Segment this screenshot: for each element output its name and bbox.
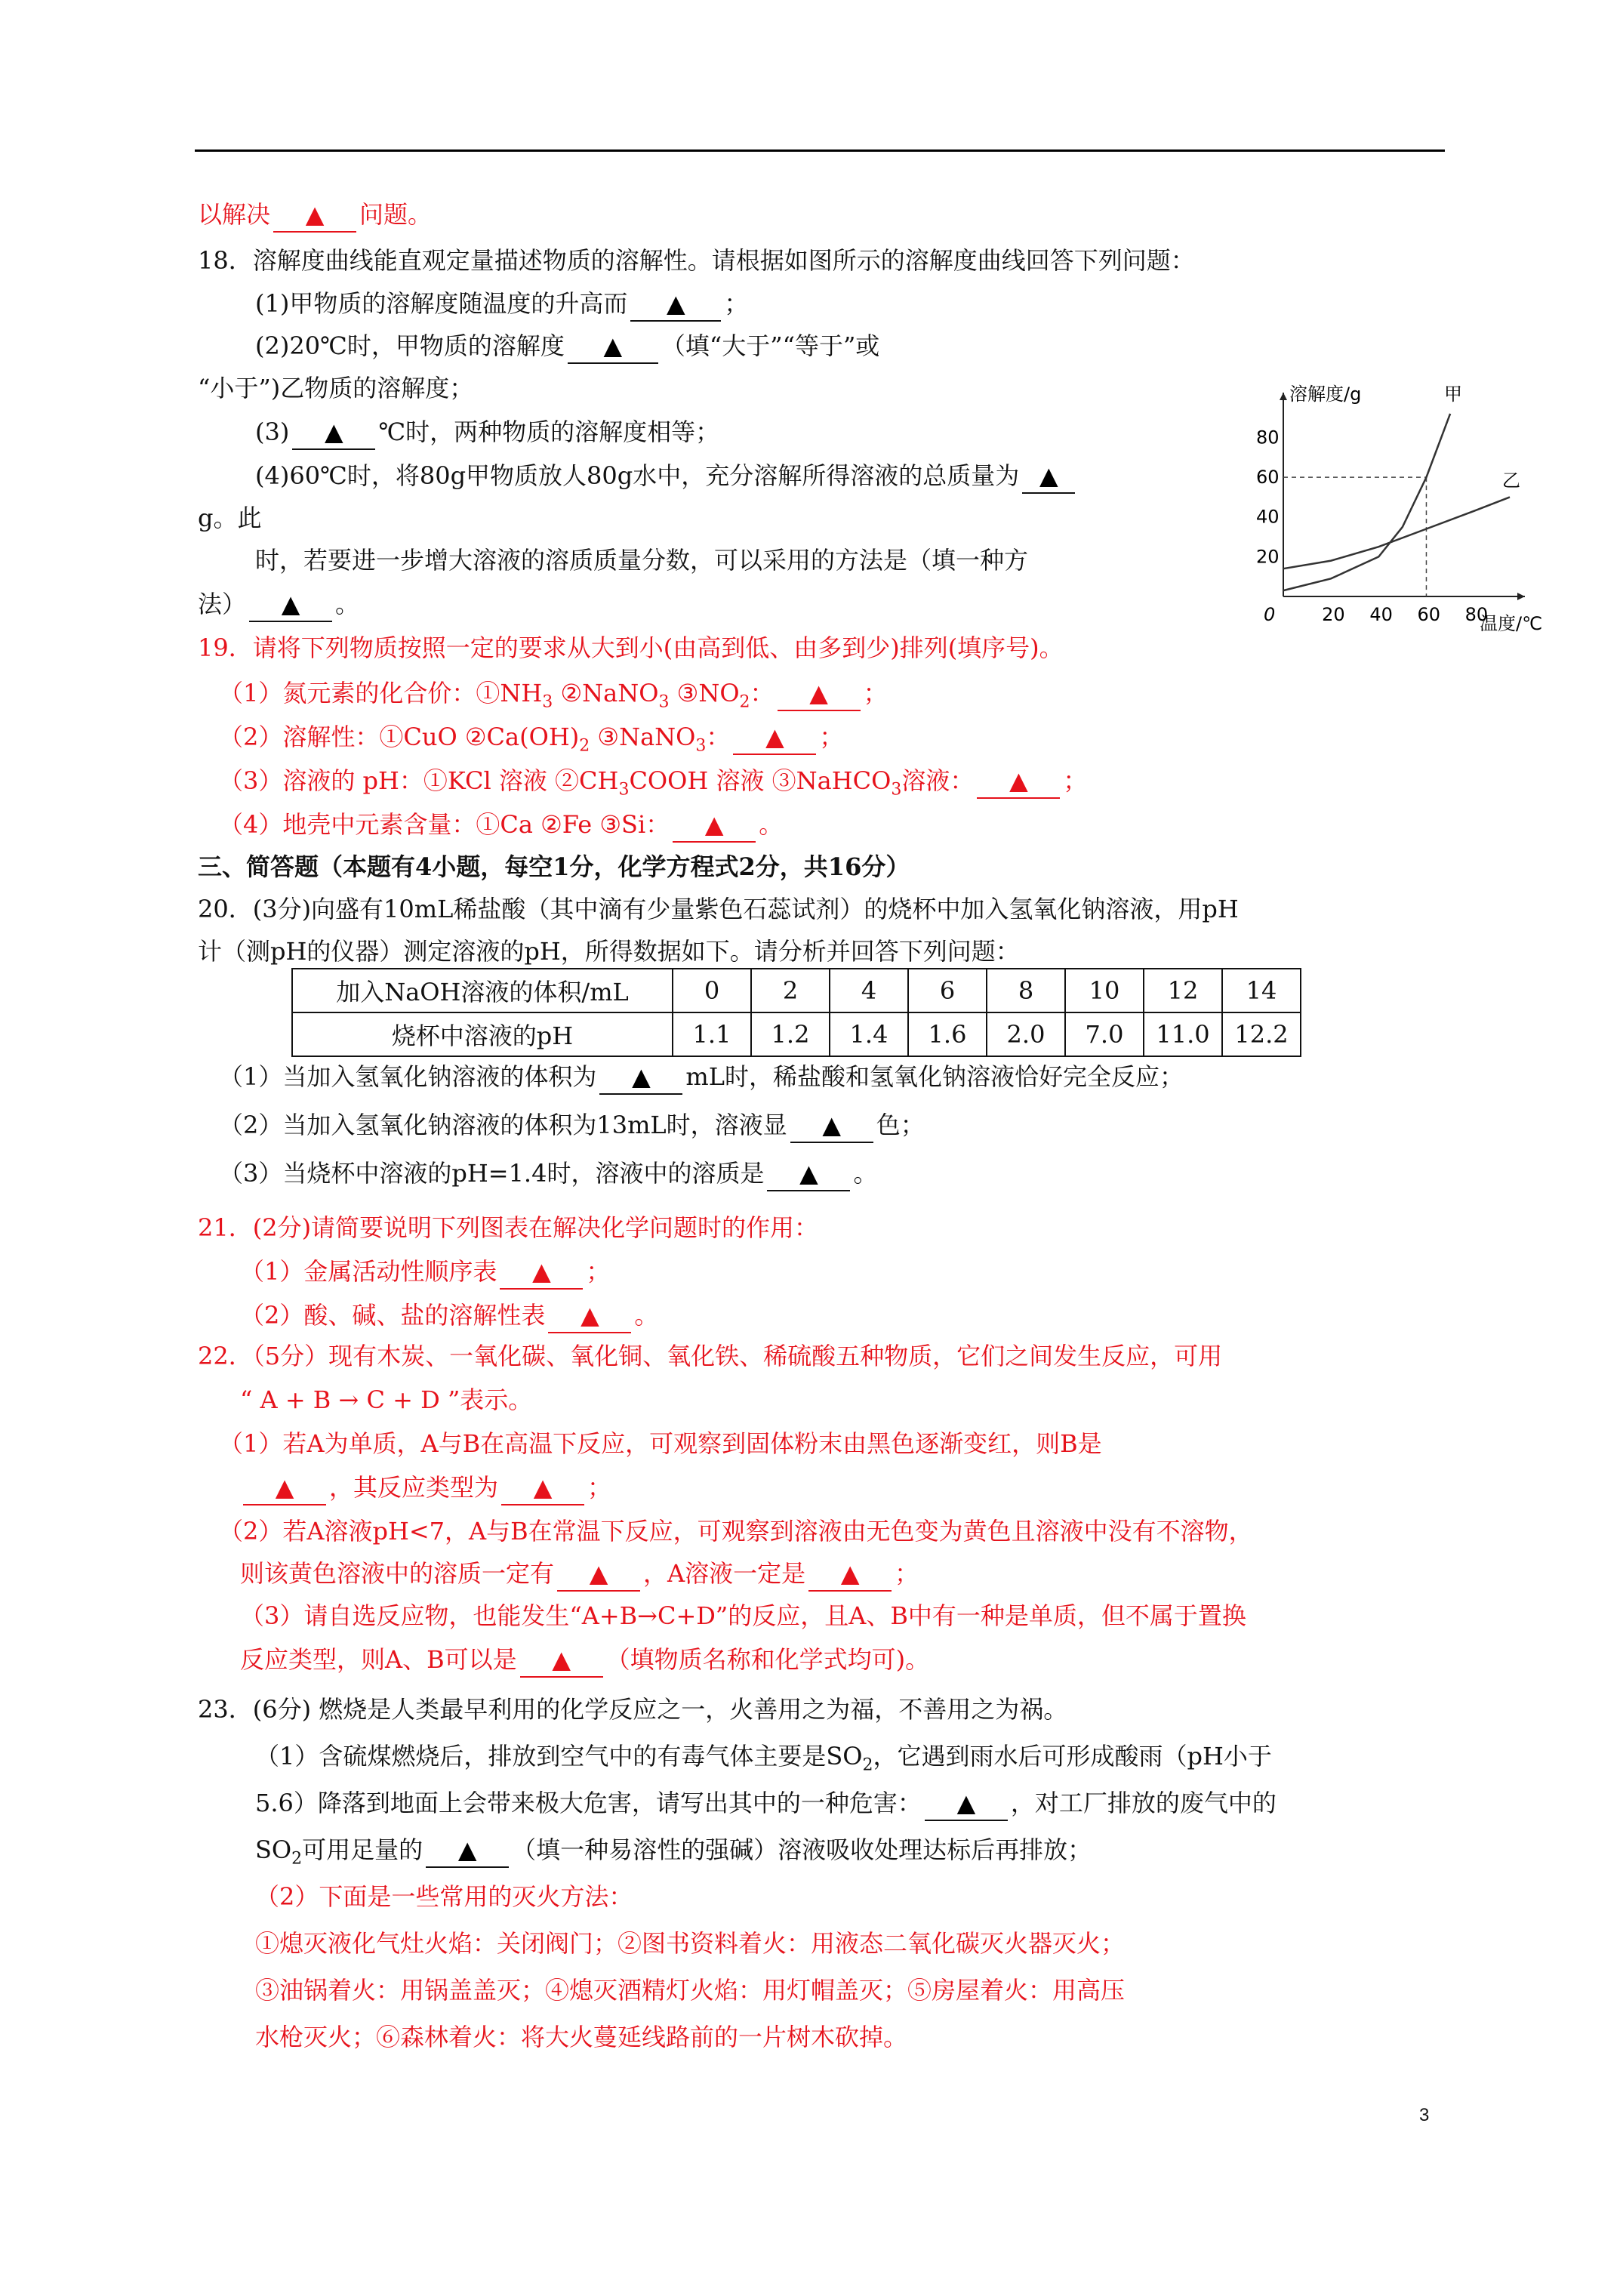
answer-blank — [977, 764, 1060, 799]
table-cell: 12 — [1144, 969, 1222, 1012]
q23-part1-line2 — [255, 1786, 1277, 1821]
q18-part1 — [255, 287, 748, 322]
q18-p2-text: (2)20℃时，甲物质的溶解度 — [255, 331, 565, 360]
q20-part2 — [219, 1108, 925, 1143]
table-cell: 1.6 — [908, 1012, 987, 1056]
triangle-mark: ▲ — [809, 679, 828, 707]
page-number: 3 — [1419, 2105, 1430, 2125]
triangle-mark: ▲ — [765, 723, 784, 751]
q20-p1-post: mL时，稀盐酸和氢氧化钠溶液恰好完全反应； — [685, 1062, 1184, 1091]
triangle-mark: ▲ — [552, 1645, 571, 1674]
q22-p1-post: ； — [587, 1473, 612, 1502]
q23-part2-line2: ①熄灭液化气灶火焰：关闭阀门；②图书资料着火：用液态二氧化碳灭火器灭火； — [255, 1929, 1126, 1958]
triangle-mark: ▲ — [1009, 766, 1028, 795]
q19-part2 — [219, 720, 843, 755]
answer-blank — [548, 1299, 631, 1333]
q18-part3 — [255, 415, 719, 450]
subscript: 3 — [695, 736, 707, 756]
punct: ； — [819, 723, 844, 751]
x-tick-label: 20 — [1322, 604, 1345, 625]
answer-blank — [925, 1786, 1008, 1821]
q23-p1-l3-post: （填一种易溶性的强碱）溶液吸收处理达标后再排放； — [512, 1835, 1092, 1864]
q22-p3-post: （填物质名称和化学式均可)。 — [605, 1645, 930, 1674]
q18-part4-line4 — [198, 587, 359, 622]
q23-p1-l1-pre: （1）含硫煤燃烧后，排放到空气中的有毒气体主要是SO — [255, 1742, 863, 1771]
x-axis-arrow — [1517, 593, 1525, 600]
table-cell: 12.2 — [1222, 1012, 1301, 1056]
answer-blank — [500, 1255, 583, 1290]
y-tick-label: 40 — [1256, 506, 1280, 528]
q23-p1-l1-post: ，它遇到雨水后可形成酸雨（pH小于 — [873, 1742, 1272, 1771]
table-cell: 7.0 — [1065, 1012, 1144, 1056]
q21-part1 — [240, 1255, 610, 1290]
q20-part1 — [219, 1060, 1184, 1095]
table-row-label: 烧杯中溶液的pH — [292, 1012, 673, 1056]
table-cell: 2 — [751, 969, 830, 1012]
q22-p2-mid: ，A溶液一定是 — [643, 1559, 806, 1588]
series-label-2: 乙 — [1502, 470, 1520, 492]
subscript: 3 — [542, 692, 553, 712]
header-rule — [195, 149, 1445, 152]
q19-p3-pre: （3）溶液的 pH：①KCl 溶液 ②CH — [219, 766, 619, 795]
answer-blank — [273, 198, 356, 233]
top-line — [198, 198, 432, 233]
table-cell: 8 — [987, 969, 1065, 1012]
q18-p1-post: ； — [724, 289, 749, 318]
triangle-mark: ▲ — [667, 289, 685, 318]
answer-blank — [426, 1833, 509, 1868]
series-label-1: 甲 — [1444, 383, 1463, 405]
q19-p4-pre: （4）地壳中元素含量：①Ca ②Fe ③Si： — [219, 810, 670, 839]
triangle-mark: ▲ — [956, 1789, 976, 1817]
q19-p1-post: ： — [750, 679, 775, 707]
q20-stem-line1: 20．(3分)向盛有10mL稀盐酸（其中滴有少量紫色石蕊试剂）的烧杯中加入氢氧化钠溶液，用pH — [198, 895, 1239, 923]
q18-part2 — [255, 329, 879, 364]
x-tick-label: 80 — [1464, 604, 1489, 625]
q18-part2-line2: “小于”)乙物质的溶解度； — [198, 374, 474, 402]
triangle-mark: ▲ — [840, 1559, 860, 1588]
q21-stem: 21．(2分)请简要说明下列图表在解决化学问题时的作用： — [198, 1213, 819, 1242]
q21-p2-post: 。 — [634, 1301, 659, 1330]
q19-p2-post: ： — [706, 723, 731, 751]
table-row — [292, 969, 1301, 1012]
triangle-mark: ▲ — [532, 1257, 551, 1286]
q22-stem-line2: “ A + B → C + D ”表示。 — [240, 1385, 533, 1414]
table-row — [292, 1012, 1301, 1056]
q22-part2-line1: （2）若A溶液pH<7，A与B在常温下反应，可观察到溶液由无色变为黄色且溶液中没有不溶物， — [219, 1517, 1253, 1546]
answer-blank — [630, 287, 721, 322]
q20-p3-pre: （3）当烧杯中溶液的pH=1.4时，溶液中的溶质是 — [219, 1159, 765, 1188]
q21-p2-pre: （2）酸、碱、盐的溶解性表 — [240, 1301, 546, 1330]
q20-stem-line2: 计（测pH的仪器）测定溶液的pH，所得数据如下。请分析并回答下列问题： — [198, 937, 1020, 966]
section-3-heading: 三、简答题（本题有4小题，每空1分，化学方程式2分，共16分） — [198, 852, 910, 881]
q18-p4-line4-post: 。 — [335, 590, 360, 618]
q23-part2-line4: 水枪灭火；⑥森林着火：将大火蔓延线路前的一片树木砍掉。 — [255, 2023, 908, 2051]
q19-p1-pre: （1）氮元素的化合价：①NH — [219, 679, 543, 707]
y-axis-arrow — [1280, 393, 1287, 400]
triangle-mark: ▲ — [305, 200, 325, 229]
q18-p2-post: （填“大于”“等于”或 — [661, 331, 880, 360]
y-axis-label: 溶解度/g — [1289, 384, 1362, 405]
answer-blank — [778, 676, 861, 711]
solubility-chart — [1238, 381, 1543, 642]
q18-p3-pre: (3) — [255, 418, 290, 446]
x-tick-label: 60 — [1417, 604, 1441, 625]
q18-p4-text: (4)60℃时，将80g甲物质放人80g水中，充分溶解所得溶液的总质量为 — [255, 461, 1020, 490]
q23-stem: 23．(6分) 燃烧是人类最早利用的化学反应之一，火善用之为福，不善用之为祸。 — [198, 1695, 1068, 1724]
q23-part2-line3: ③油锅着火：用锅盖盖灭；④熄灭酒精灯火焰：用灯帽盖灭；⑤房屋着火：用高压 — [255, 1976, 1126, 2005]
q22-part3-line2 — [240, 1643, 929, 1678]
q19-p3-b: COOH 溶液 ③NaHCO — [629, 766, 892, 795]
q19-stem: 19．请将下列物质按照一定的要求从大到小(由高到低、由多到少)排列(填序号)。 — [198, 633, 1064, 662]
answer-blank — [808, 1557, 892, 1592]
q23-part1-line3 — [255, 1833, 1092, 1868]
answer-blank — [733, 720, 816, 755]
q20-p2-pre: （2）当加入氢氧化钠溶液的体积为13mL时，溶液显 — [219, 1111, 787, 1139]
y-tick-label: 20 — [1256, 546, 1280, 568]
x-tick-label: 0 — [1264, 604, 1276, 625]
q18-p3-post: ℃时，两种物质的溶解度相等； — [378, 418, 720, 446]
solubility-chart-svg — [1238, 381, 1543, 642]
answer-blank — [249, 587, 332, 622]
q21-part2 — [240, 1299, 658, 1333]
y-tick-label: 60 — [1256, 467, 1280, 488]
q19-p3-post: 溶液： — [901, 766, 975, 795]
answer-blank — [557, 1557, 640, 1592]
q22-p3-pre: 反应类型，则A、B可以是 — [240, 1645, 517, 1674]
q20-part3 — [219, 1157, 877, 1191]
q18-p4-line4-pre: 法） — [198, 590, 247, 618]
y-tick-label: 80 — [1256, 427, 1280, 448]
q19-part1 — [219, 676, 888, 711]
triangle-mark: ▲ — [457, 1835, 477, 1864]
subscript: 2 — [291, 1849, 303, 1869]
punct: ； — [1063, 766, 1088, 795]
x-axis-label: 温度/℃ — [1480, 613, 1543, 634]
subscript: 3 — [618, 780, 630, 800]
q19-p2-pre: （2）溶解性：①CuO ②Ca(OH) — [219, 723, 580, 751]
table-cell: 1.4 — [830, 1012, 908, 1056]
subscript: 2 — [739, 692, 750, 712]
q19-part3 — [219, 764, 1087, 799]
q22-part1-line1: （1）若A为单质，A与B在高温下反应，可观察到固体粉末由黑色逐渐变红，则B是 — [219, 1429, 1102, 1458]
subscript: 3 — [658, 692, 670, 712]
triangle-mark: ▲ — [704, 810, 724, 839]
q22-part1-line2 — [240, 1471, 611, 1505]
x-tick-label: 40 — [1369, 604, 1393, 625]
q19-p1-b: ②NaNO — [560, 679, 659, 707]
triangle-mark: ▲ — [603, 331, 623, 360]
answer-blank — [599, 1060, 682, 1095]
q18-stem: 18．溶解度曲线能直观定量描述物质的溶解性。请根据如图所示的溶解度曲线回答下列问题： — [198, 246, 1195, 275]
triangle-mark: ▲ — [632, 1062, 651, 1091]
q19-part4 — [219, 808, 783, 843]
subscript: 2 — [579, 736, 590, 756]
q21-p1-pre: （1）金属活动性顺序表 — [240, 1257, 497, 1286]
q22-p1-mid: ，其反应类型为 — [329, 1473, 499, 1502]
answer-blank — [1022, 459, 1075, 494]
q22-part2-line2 — [240, 1557, 919, 1592]
q22-p2-post: ； — [895, 1559, 919, 1588]
q19-p2-b: ③NaNO — [597, 723, 696, 751]
table-cell: 2.0 — [987, 1012, 1065, 1056]
table-row-label: 加入NaOH溶液的体积/mL — [292, 969, 673, 1012]
answer-blank — [520, 1643, 603, 1678]
q21-p1-post: ； — [586, 1257, 611, 1286]
table-cell: 4 — [830, 969, 908, 1012]
q18-p1-text: (1)甲物质的溶解度随温度的升高而 — [255, 289, 628, 318]
triangle-mark: ▲ — [533, 1473, 553, 1502]
subscript: 2 — [862, 1755, 873, 1775]
q23-p1-l3-pre: SO — [255, 1835, 292, 1864]
punct: 。 — [759, 810, 784, 839]
table-cell: 10 — [1065, 969, 1144, 1012]
table-cell: 1.2 — [751, 1012, 830, 1056]
table-cell: 11.0 — [1144, 1012, 1222, 1056]
q23-part2-line1: （2）下面是一些常用的灭火方法： — [255, 1882, 633, 1911]
table-cell: 1.1 — [673, 1012, 751, 1056]
q20-p1-pre: （1）当加入氢氧化钠溶液的体积为 — [219, 1062, 597, 1091]
triangle-mark: ▲ — [822, 1111, 841, 1139]
answer-blank — [292, 415, 375, 450]
q18-part4 — [255, 459, 1078, 494]
table-cell: 6 — [908, 969, 987, 1012]
triangle-mark: ▲ — [281, 590, 300, 618]
punct: ； — [863, 679, 888, 707]
table-cell: 0 — [673, 969, 751, 1012]
ph-data-table — [291, 968, 1301, 1057]
answer-blank — [568, 329, 658, 364]
top-line-pre: 以解决 — [198, 200, 271, 229]
triangle-mark: ▲ — [1039, 461, 1058, 490]
q23-part1-line1 — [255, 1740, 1272, 1773]
table-cell: 14 — [1222, 969, 1301, 1012]
q18-part4-line3: 时，若要进一步增大溶液的溶质质量分数，可以采用的方法是（填一种方 — [255, 546, 1029, 575]
triangle-mark: ▲ — [325, 418, 343, 446]
triangle-mark: ▲ — [275, 1473, 294, 1502]
q22-part3-line1: （3）请自选反应物，也能发生“A+B→C+D”的反应，且A、B中有一种是单质，但不属于置换 — [240, 1601, 1246, 1630]
q19-p1-d: ③NO — [676, 679, 740, 707]
q20-p2-post: 色； — [876, 1111, 925, 1139]
q20-p3-post: 。 — [853, 1159, 878, 1188]
answer-blank — [243, 1471, 326, 1505]
answer-blank — [767, 1157, 850, 1191]
q23-p1-l2-pre: 5.6）降落到地面上会带来极大危害，请写出其中的一种危害： — [255, 1789, 922, 1817]
q18-part4-line2: g。此 — [198, 504, 262, 532]
triangle-mark: ▲ — [581, 1301, 599, 1330]
q23-p1-l2-post: ，对工厂排放的废气中的 — [1010, 1789, 1277, 1817]
triangle-mark: ▲ — [799, 1159, 818, 1188]
answer-blank — [673, 808, 756, 843]
answer-blank — [790, 1108, 873, 1143]
triangle-mark: ▲ — [589, 1559, 608, 1588]
q22-stem-line1: 22．（5分）现有木炭、一氧化碳、氧化铜、氧化铁、稀硫酸五种物质，它们之间发生反应，可用 — [198, 1342, 1223, 1370]
top-line-post: 问题。 — [359, 200, 433, 229]
q23-p1-l3-mid: 可用足量的 — [302, 1835, 423, 1864]
subscript: 3 — [891, 780, 902, 800]
answer-blank — [501, 1471, 584, 1505]
q22-p2-pre: 则该黄色溶液中的溶质一定有 — [240, 1559, 555, 1588]
